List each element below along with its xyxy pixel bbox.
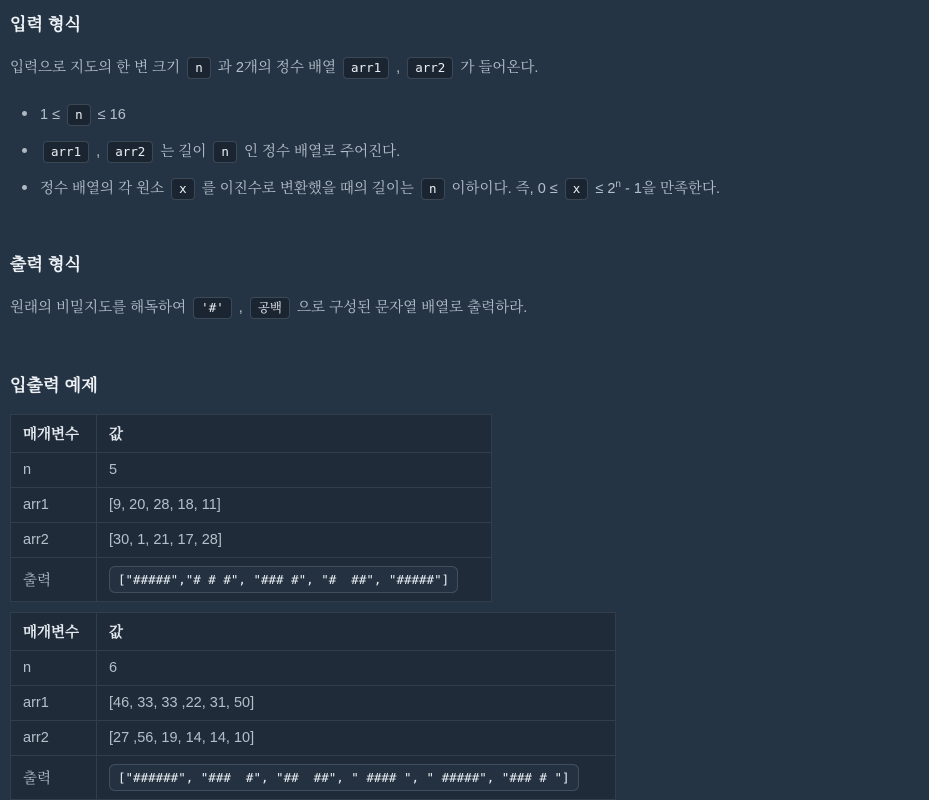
- param-cell: arr2: [11, 721, 97, 756]
- table-header-cell: 값: [97, 415, 492, 453]
- text-segment: ,: [234, 300, 247, 316]
- text-segment: 인 정수 배열로 주어진다.: [239, 144, 401, 160]
- table-header-row: [11, 415, 492, 453]
- example-table-1: [10, 414, 492, 602]
- inline-code-chip: 공백: [250, 297, 290, 319]
- inline-code-chip: arr2: [407, 57, 453, 79]
- value-cell: [9, 20, 28, 18, 11]: [97, 488, 492, 523]
- value-cell: [30, 1, 21, 17, 28]: [97, 523, 492, 558]
- table-row: [11, 558, 492, 602]
- table-row: [11, 686, 616, 721]
- param-cell: arr1: [11, 686, 97, 721]
- inline-code-chip: n: [67, 104, 91, 126]
- inline-code-chip: n: [213, 141, 237, 163]
- value-cell: [46, 33, 33 ,22, 31, 50]: [97, 686, 616, 721]
- text-segment: 정수 배열의 각 원소: [40, 181, 169, 197]
- inline-code-chip: '#': [193, 297, 232, 319]
- value-cell: [97, 756, 616, 800]
- text-segment: 는 길이: [156, 144, 211, 160]
- text-segment: - 1을 만족한다.: [620, 181, 721, 197]
- text-segment: ,: [392, 60, 405, 76]
- input-format-heading: 입력 형식: [10, 15, 82, 34]
- param-cell: arr2: [11, 523, 97, 558]
- text-segment: 를 이진수로 변환했을 때의 길이는: [197, 181, 418, 197]
- superscript-exponent: n: [615, 179, 621, 191]
- output-format-intro: [10, 297, 919, 319]
- param-cell: n: [11, 453, 97, 488]
- value-cell: 5: [97, 453, 492, 488]
- text-segment: 입력으로 지도의 한 변 크기: [10, 60, 185, 76]
- text-segment: 과 2개의 정수 배열: [213, 60, 341, 76]
- text-segment: 이하이다. 즉, 0 ≤: [447, 181, 562, 197]
- value-cell: [27 ,56, 19, 14, 14, 10]: [97, 721, 616, 756]
- param-cell: 출력: [11, 756, 97, 800]
- output-code-chip: ["#####","# # #", "### #", "# ##", "#####"]: [109, 566, 458, 593]
- param-cell: n: [11, 651, 97, 686]
- constraint-item: [10, 104, 919, 126]
- inline-code-chip: n: [187, 57, 211, 79]
- table-row: [11, 523, 492, 558]
- inline-code-chip: arr2: [107, 141, 153, 163]
- table-row: [11, 453, 492, 488]
- table-row: [11, 488, 492, 523]
- value-cell: 6: [97, 651, 616, 686]
- example-table-2: [10, 612, 616, 800]
- table-header-row: [11, 613, 616, 651]
- param-cell: arr1: [11, 488, 97, 523]
- inline-code-chip: arr1: [343, 57, 389, 79]
- table-row: [11, 756, 616, 800]
- table-row: [11, 651, 616, 686]
- examples-heading: 입출력 예제: [10, 376, 99, 395]
- table-header-cell: 매개변수: [11, 415, 97, 453]
- value-cell: [97, 558, 492, 602]
- text-segment: 으로 구성된 문자열 배열로 출력하라.: [293, 300, 528, 316]
- param-cell: 출력: [11, 558, 97, 602]
- output-code-chip: ["######", "### #", "## ##", " #### ", " #####", "### # "]: [109, 764, 579, 791]
- inline-code-chip: x: [565, 178, 589, 200]
- text-segment: 가 들어온다.: [456, 60, 539, 76]
- text-segment: ≤ 16: [93, 107, 126, 123]
- table-header-cell: 매개변수: [11, 613, 97, 651]
- text-segment: ,: [92, 144, 105, 160]
- constraint-item: [10, 141, 919, 163]
- table-row: [11, 721, 616, 756]
- inline-code-chip: x: [171, 178, 195, 200]
- input-constraints-list: [10, 104, 919, 200]
- text-segment: 원래의 비밀지도를 해독하여: [10, 300, 191, 316]
- text-segment: 1 ≤: [40, 107, 65, 123]
- input-format-intro: [10, 57, 919, 79]
- constraint-item: [10, 178, 919, 200]
- inline-code-chip: n: [421, 178, 445, 200]
- table-header-cell: 값: [97, 613, 616, 651]
- text-segment: ≤ 2: [591, 181, 616, 197]
- inline-code-chip: arr1: [43, 141, 89, 163]
- output-format-heading: 출력 형식: [10, 255, 82, 274]
